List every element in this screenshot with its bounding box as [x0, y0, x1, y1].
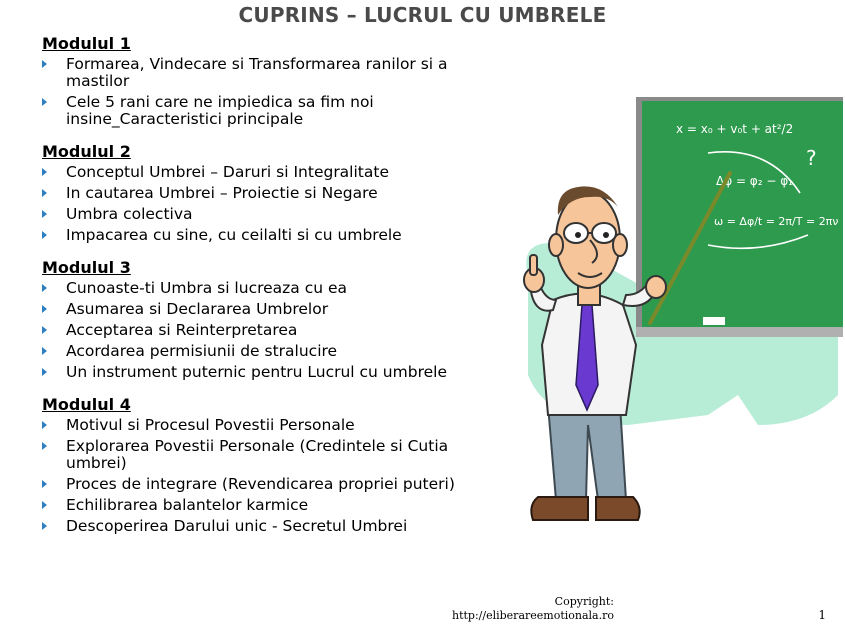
teacher-at-blackboard-illustration — [508, 95, 843, 525]
list-item-text: Explorarea Povestii Personale (Credintele si Cutia umbrei) — [66, 437, 449, 472]
teacher-eye — [575, 232, 581, 238]
bullet-icon — [42, 305, 47, 313]
teacher-ear — [549, 234, 563, 256]
module-heading: Modulul 3 — [42, 258, 131, 277]
page-title: CUPRINS – LUCRUL CU UMBRELE — [238, 3, 607, 27]
module-heading: Modulul 4 — [42, 395, 131, 414]
list-item-text: Acceptarea si Reinterpretarea — [66, 321, 298, 339]
list-item-text: Formarea, Vindecare si Transformarea ranilor si a mastilor — [66, 55, 448, 90]
teacher-hand — [646, 276, 666, 298]
list-item — [42, 164, 482, 181]
bullet-icon — [42, 210, 47, 218]
list-item — [42, 56, 482, 90]
list-item — [42, 476, 482, 493]
list-item — [42, 343, 482, 360]
list-item-text: Echilibrarea balantelor karmice — [66, 496, 309, 514]
list-item — [42, 322, 482, 339]
list-item — [42, 280, 482, 297]
teacher-shoe — [596, 497, 640, 520]
bullet-icon — [42, 347, 47, 355]
list-item — [42, 438, 482, 472]
list-item-text: Conceptul Umbrei – Daruri si Integralitate — [66, 163, 389, 181]
formula-line: ω = Δφ/t = 2π/T = 2πν — [714, 215, 839, 228]
bullet-icon — [42, 442, 47, 450]
teacher-eye — [603, 232, 609, 238]
list-item — [42, 497, 482, 514]
module-4 — [42, 395, 482, 535]
module-3 — [42, 258, 482, 381]
list-item — [42, 94, 482, 128]
teacher-shoe — [531, 497, 588, 520]
bullet-icon — [42, 480, 47, 488]
formula-line: x = x₀ + v₀t + at²/2 — [676, 122, 794, 136]
list-item — [42, 301, 482, 318]
bullet-icon — [42, 522, 47, 530]
list-item-text: Un instrument puternic pentru Lucrul cu umbrele — [66, 363, 447, 381]
bullet-icon — [42, 98, 47, 106]
list-item-text: Motivul si Procesul Povestii Personale — [66, 416, 355, 434]
list-item-text: Descoperirea Darului unic - Secretul Umbrei — [66, 517, 408, 535]
copyright-url: http://eliberareemotionala.ro — [452, 609, 614, 622]
list-item — [42, 206, 482, 223]
module-heading: Modulul 1 — [42, 34, 131, 53]
list-item — [42, 518, 482, 535]
teacher-trousers — [548, 405, 626, 500]
module-2 — [42, 142, 482, 244]
bullet-icon — [42, 189, 47, 197]
bullet-icon — [42, 168, 47, 176]
list-item-text: Impacarea cu sine, cu ceilalti si cu umbrele — [66, 226, 402, 244]
copyright-label: Copyright: — [554, 595, 614, 608]
list-item-text: Umbra colectiva — [66, 205, 193, 223]
formula-line: ? — [806, 146, 817, 170]
copyright-footer — [452, 595, 614, 623]
module-1 — [42, 34, 482, 128]
list-item — [42, 417, 482, 434]
module-heading: Modulul 2 — [42, 142, 131, 161]
formula-line: Δφ = φ₂ − φ₁ — [716, 174, 793, 188]
bullet-icon — [42, 421, 47, 429]
list-item-text: In cautarea Umbrei – Proiectie si Negare — [66, 184, 378, 202]
list-item-text: Asumarea si Declararea Umbrelor — [66, 300, 329, 318]
list-item — [42, 185, 482, 202]
bullet-icon — [42, 326, 47, 334]
bullet-icon — [42, 368, 47, 376]
list-item-text: Acordarea permisiunii de stralucire — [66, 342, 338, 360]
list-item — [42, 227, 482, 244]
list-item-text: Cunoaste-ti Umbra si lucreaza cu ea — [66, 279, 348, 297]
teacher-finger — [530, 255, 537, 275]
bullet-icon — [42, 501, 47, 509]
module-list — [42, 34, 482, 549]
bullet-icon — [42, 231, 47, 239]
list-item-text: Proces de integrare (Revendicarea propriei puteri) — [66, 475, 455, 493]
bullet-icon — [42, 60, 47, 68]
bullet-icon — [42, 284, 47, 292]
page-number: 1 — [818, 608, 826, 622]
list-item-text: Cele 5 rani care ne impiedica sa fim noi insine_Caracteristici principale — [66, 93, 374, 128]
list-item — [42, 364, 482, 381]
